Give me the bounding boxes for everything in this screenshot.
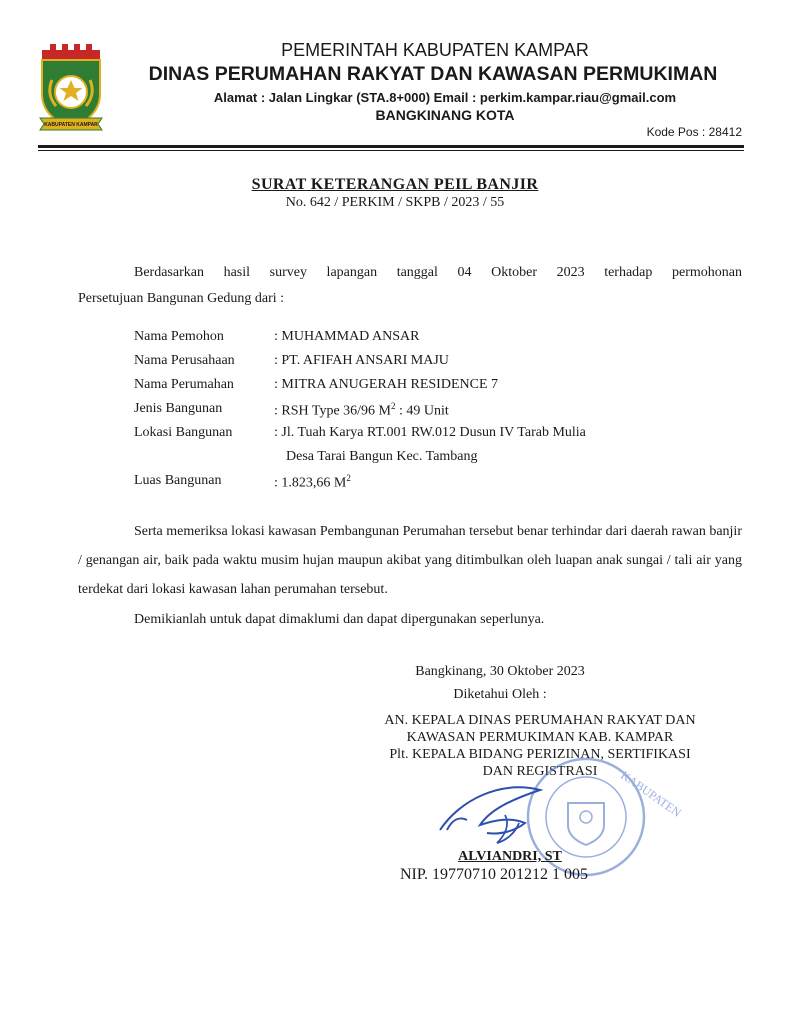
- area-superscript: 2: [346, 473, 351, 483]
- body-paragraph: [78, 517, 742, 604]
- department-city: BANGKINANG KOTA: [375, 107, 515, 123]
- field-label-applicant: Nama Pemohon: [134, 329, 224, 344]
- field-label-location: Lokasi Bangunan: [134, 425, 233, 440]
- field-value-area: [274, 473, 351, 492]
- building-type-text: : RSH Type 36/96 M: [274, 403, 391, 419]
- postal-code-line: [647, 125, 742, 139]
- building-type-units: : 49 Unit: [395, 403, 449, 419]
- building-type-superscript: 2: [391, 401, 396, 411]
- field-label-company: Nama Perusahaan: [134, 353, 235, 368]
- field-label-housing: Nama Perumahan: [134, 377, 234, 392]
- government-name: PEMERINTAH KABUPATEN KAMPAR: [281, 40, 589, 60]
- known-by: Diketahui Oleh :: [453, 687, 547, 702]
- signatory-name: ALVIANDRI, ST: [458, 849, 562, 864]
- field-label-building-type: Jenis Bangunan: [134, 401, 223, 416]
- signatory-title-line-1: AN. KEPALA DINAS PERUMAHAN RAKYAT DAN: [384, 713, 696, 728]
- kampar-regency-logo: [38, 40, 104, 136]
- closing-sentence: Demikianlah untuk dapat dimaklumi dan dapat dipergunakan seperlunya.: [134, 612, 545, 627]
- signatory-nip: NIP. 19770710 201212 1 005: [400, 866, 589, 883]
- postal-code: 28412: [708, 125, 742, 139]
- field-value-location: : Jl. Tuah Karya RT.001 RW.012 Dusun IV Tarab Mulia: [274, 425, 586, 440]
- field-value-location-line2: Desa Tarai Bangun Kec. Tambang: [286, 449, 478, 464]
- field-value-housing: : MITRA ANUGERAH RESIDENCE 7: [274, 377, 499, 392]
- logo-ribbon-text: KABUPATEN KAMPAR: [44, 122, 98, 128]
- letterhead-rule-thick: [38, 145, 744, 148]
- body-paragraph-text: Serta memeriksa lokasi kawasan Pembangunan Perumahan tersebut benar terhindar dari daerah rawan banjir / genangan air, baik pada waktu musim hujan maupun akibat yang ditimbulkan oleh luapan anak sungai / tali air yang terdekat dari lokasi kawasan lahan perumahan tersebut.: [78, 524, 742, 597]
- signatory-title-line-3: Plt. KEPALA BIDANG PERIZINAN, SERTIFIKASI: [389, 747, 691, 762]
- intro-line-1: [78, 263, 742, 283]
- signatory-title-line-4: DAN REGISTRASI: [482, 764, 598, 779]
- postal-label: Kode Pos :: [646, 125, 706, 139]
- department-name: DINAS PERUMAHAN RAKYAT DAN KAWASAN PERMUKIMAN: [148, 63, 718, 85]
- place-date: Bangkinang, 30 Oktober 2023: [415, 664, 585, 679]
- intro-line-1-text: Berdasarkan hasil survey lapangan tanggal 04 Oktober 2023 terhadap permohonan: [134, 265, 742, 280]
- field-value-applicant: : MUHAMMAD ANSAR: [274, 329, 420, 344]
- department-address: Alamat : Jalan Lingkar (STA.8+000) Email : perkim.kampar.riau@gmail.com: [213, 90, 677, 105]
- intro-line-2: Persetujuan Bangunan Gedung dari :: [78, 291, 285, 306]
- letterhead-rule-thin: [38, 150, 744, 151]
- signatory-title-line-2: KAWASAN PERMUKIMAN KAB. KAMPAR: [406, 730, 674, 745]
- handwritten-signature: [430, 775, 570, 860]
- letter-number: No. 642 / PERKIM / SKPB / 2023 / 55: [285, 195, 505, 210]
- area-text: : 1.823,66 M: [274, 475, 347, 491]
- field-value-building-type: [274, 401, 449, 420]
- field-label-area: Luas Bangunan: [134, 473, 222, 488]
- letter-title: SURAT KETERANGAN PEIL BANJIR: [251, 176, 539, 193]
- stamp-text: KABUPATEN: [618, 767, 684, 820]
- field-value-company: : PT. AFIFAH ANSARI MAJU: [274, 353, 449, 368]
